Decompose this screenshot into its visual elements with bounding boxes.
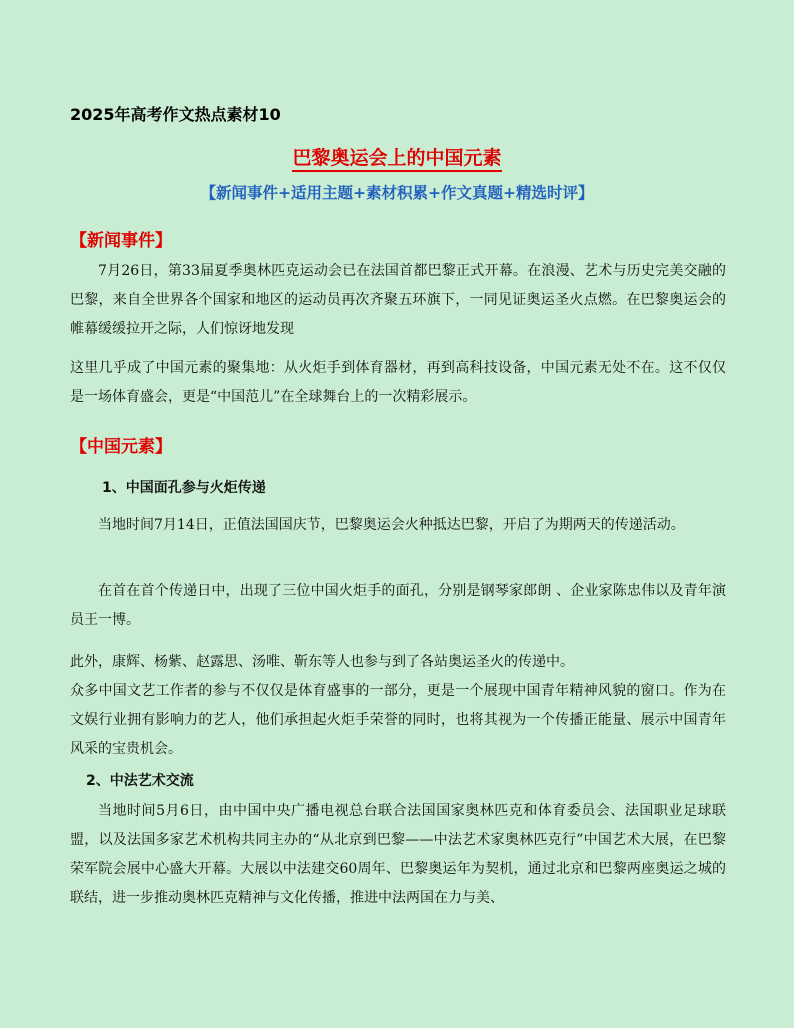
main-title-text: 巴黎奥运会上的中国元素: [292, 147, 501, 172]
subtitle: 【新闻事件+适用主题+素材积累+作文真题+精选时评】: [200, 183, 594, 202]
section-heading-news: 【新闻事件】: [70, 231, 172, 251]
news-paragraph-2: 这里几乎成了中国元素的聚集地：从火炬手到体育器材，再到高科技设备，中国元素无处不在。这不仅仅是一场体育盛会，更是“中国范儿”在全球舞台上的一次精彩展示。: [70, 360, 726, 405]
torch-paragraph-4: 众多中国文艺工作者的参与不仅仅是体育盛事的一部分，更是一个展现中国青年精神风貌的窗口。作为在文娱行业拥有影响力的艺人，他们承担起火炬手荣誉的同时，也将其视为一个传播正能量、展示中国青年风采的宝贵机会。: [70, 683, 726, 757]
art-paragraph-1: 当地时间5月6日，由中国中央广播电视总台联合法国国家奥林匹克和体育委员会、法国职业足球联盟，以及法国多家艺术机构共同主办的“从北京到巴黎——中法艺术家奥林匹克行”中国艺术大展，在巴黎荣军院会展中心盛大开幕。大展以中法建交60周年、巴黎奥运年为契机，通过北京和巴黎两座奥运之城的联结，进一步推动奥林匹克精神与文化传播，推进中法两国在力与美、: [70, 803, 726, 906]
section-heading-china-elements: 【中国元素】: [70, 437, 172, 457]
torch-paragraph-1: 当地时间7月14日，正值法国国庆节，巴黎奥运会火种抵达巴黎，开启了为期两天的传递活动。: [98, 517, 685, 533]
subheading-art-exchange: 2、中法艺术交流: [86, 773, 194, 789]
main-title: [0, 143, 794, 170]
torch-paragraph-2: 在首在首个传递日中，出现了三位中国火炬手的面孔，分别是钢琴家郎朗 、企业家陈忠伟以及青年演员王一博。: [70, 583, 726, 628]
news-paragraph-1: 7月26日，第33届夏季奥林匹克运动会已在法国首都巴黎正式开幕。在浪漫、艺术与历史完美交融的巴黎，来自全世界各个国家和地区的运动员再次齐聚五环旗下，一同见证奥运圣火点燃。在巴黎奥运会的帷幕缓缓拉开之际，人们惊讶地发现: [70, 263, 726, 337]
document-title: 2025年高考作文热点素材10: [70, 105, 281, 124]
torch-paragraph-3: 此外，康辉、杨紫、赵露思、汤唯、靳东等人也参与到了各站奥运圣火的传递中。: [70, 654, 574, 670]
subheading-torch-relay: 1、中国面孔参与火炬传递: [102, 480, 266, 496]
